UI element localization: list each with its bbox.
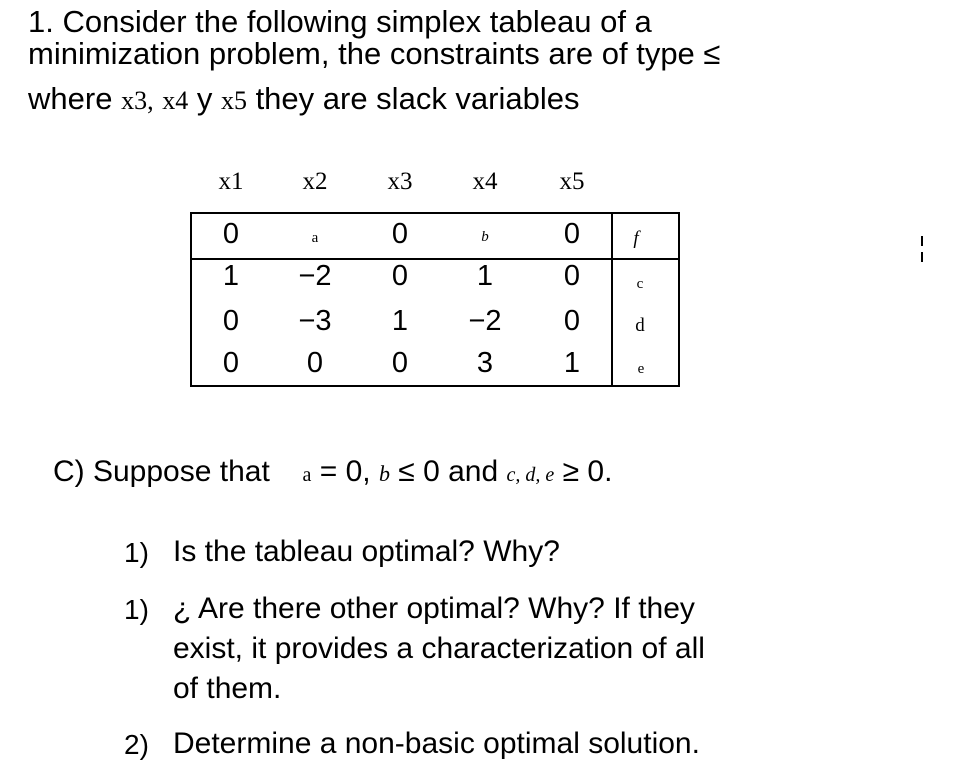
tableau-cell-r1-x5: 0 — [563, 260, 581, 292]
slack-var-x3: x3, — [121, 86, 154, 115]
tableau-cell-r2-x3: 1 — [391, 305, 409, 337]
tableau-cell-r0-x4: b — [481, 229, 489, 245]
tableau-rhs-r3: e — [637, 361, 645, 377]
tableau-rhs-r2: d — [635, 315, 645, 336]
part-c-lead: C) Suppose that — [53, 455, 270, 488]
condition-a-variable: a — [302, 464, 312, 486]
column-header-x5: x5 — [559, 168, 585, 195]
column-header-x2: x2 — [302, 168, 328, 195]
tableau-cell-r0-x1: 0 — [222, 218, 240, 250]
item-3-number: 2) — [124, 729, 149, 760]
tableau-rhs-r0: f — [633, 228, 639, 249]
tableau-cell-r3-x2: 0 — [306, 347, 324, 379]
question-line-3 — [28, 83, 580, 114]
tableau-cell-r0-x5: 0 — [563, 218, 581, 250]
tableau-cell-r1-x4: 1 — [476, 260, 494, 292]
tableau-cell-r3-x5: 1 — [563, 347, 581, 379]
tableau-cell-r0-x3: 0 — [391, 218, 409, 250]
tableau-rhs-r1: c — [636, 276, 644, 292]
question-line-2: minimization problem, the constraints are of type ≤ — [28, 36, 721, 71]
edge-mark — [920, 236, 924, 264]
item-1-text: Is the tableau optimal? Why? — [173, 535, 560, 568]
tableau-cell-r3-x1: 0 — [222, 347, 240, 379]
question-line-3-prefix: where — [28, 81, 113, 116]
column-header-x3: x3 — [387, 168, 413, 195]
question-line-3-suffix: they are slack variables — [255, 81, 580, 116]
item-2-text-line-2: exist, it provides a characterization of all — [173, 632, 705, 665]
tableau-cell-r2-x2: −3 — [298, 305, 332, 337]
question-line-3-conj: y — [196, 81, 213, 116]
item-3-text: Determine a non-basic optimal solution. — [173, 727, 700, 760]
column-header-x1: x1 — [218, 168, 244, 195]
condition-cde-variables: c, d, e — [506, 464, 555, 486]
tableau-cell-r1-x2: −2 — [298, 260, 332, 292]
simplex-tableau — [190, 212, 680, 387]
tableau-cell-r1-x1: 1 — [222, 260, 240, 292]
item-2-number: 1) — [124, 594, 149, 625]
tableau-cell-r3-x4: 3 — [476, 347, 494, 379]
rhs-column-divider — [611, 214, 613, 385]
tableau-cell-r0-x2: a — [311, 230, 319, 246]
slack-var-x5: x5 — [220, 86, 247, 115]
slack-var-x4: x4 — [162, 86, 189, 115]
condition-a-value: = 0, — [319, 455, 371, 488]
question-line-1: 1. Consider the following simplex tableau of a — [28, 4, 652, 39]
tableau-cell-r2-x1: 0 — [222, 305, 240, 337]
item-1-number: 1) — [124, 537, 149, 568]
tableau-cell-r2-x5: 0 — [563, 305, 581, 337]
column-header-x4: x4 — [472, 168, 498, 195]
tableau-cell-r2-x4: −2 — [468, 305, 502, 337]
item-2-text-line-1: ¿ Are there other optimal? Why? If they — [173, 592, 695, 625]
objective-row-divider — [192, 258, 678, 260]
condition-b-value: ≤ 0 and — [398, 455, 499, 488]
condition-b-variable: b — [378, 461, 390, 486]
condition-cde-value: ≥ 0. — [562, 455, 613, 488]
part-c-statement — [53, 455, 612, 489]
tableau-cell-r3-x3: 0 — [391, 347, 409, 379]
item-2-text-line-3: of them. — [173, 672, 282, 705]
tableau-cell-r1-x3: 0 — [391, 260, 409, 292]
